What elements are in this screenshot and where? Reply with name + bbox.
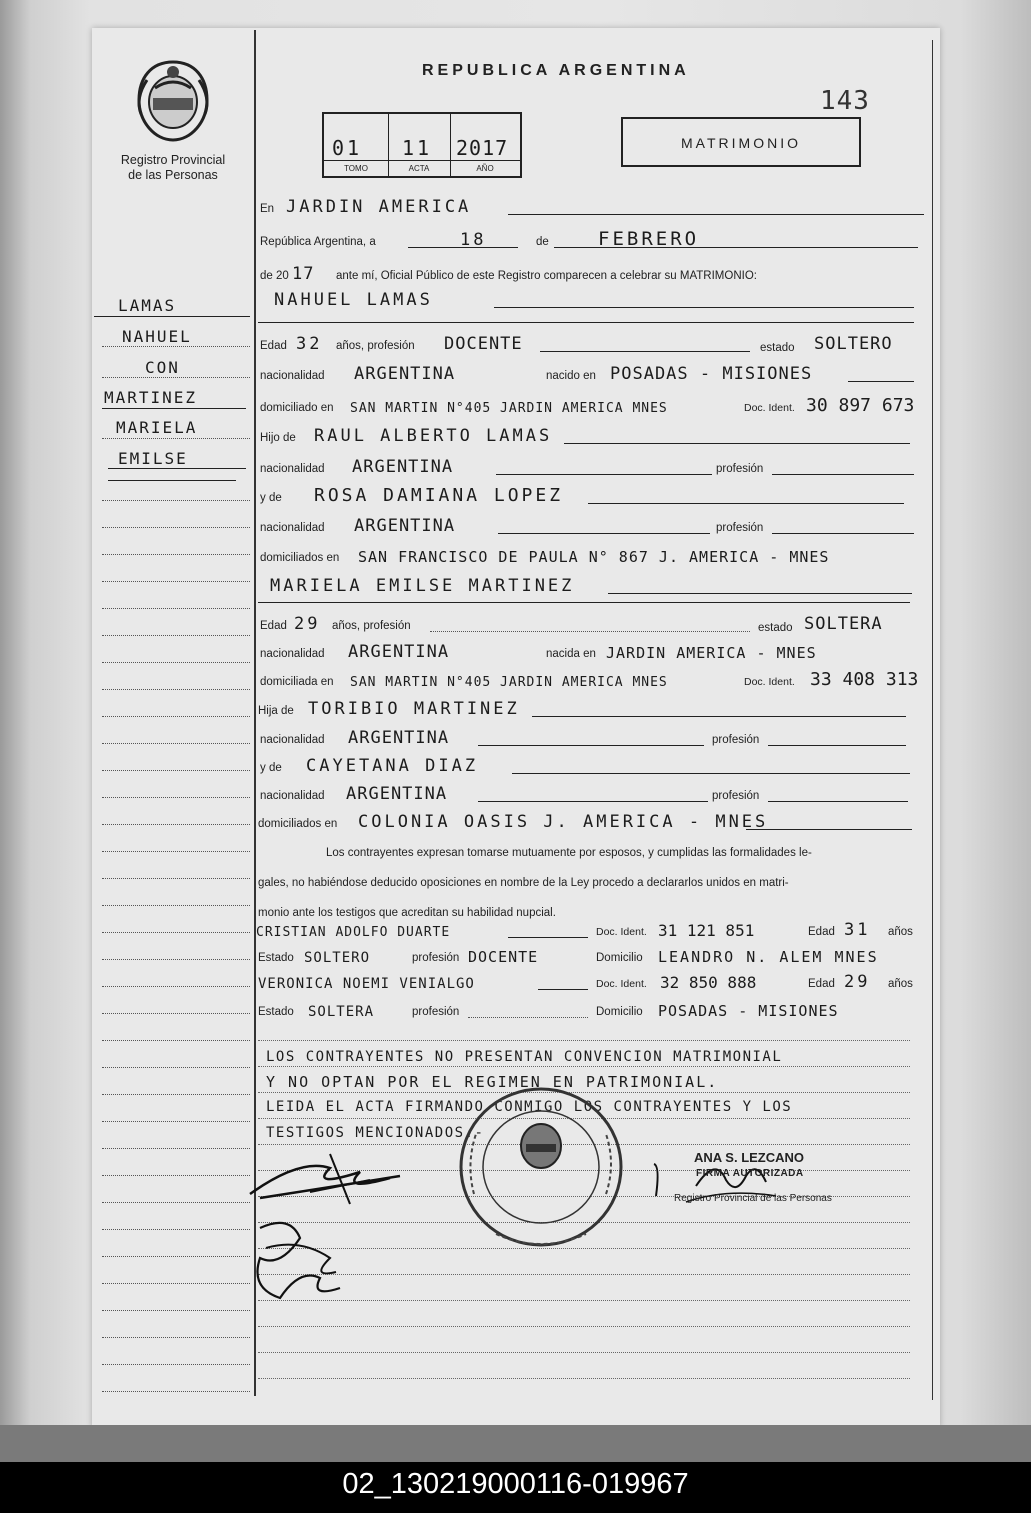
bride-mother: CAYETANA DIAZ — [306, 756, 479, 776]
document-id-footer: 02_130219000116-019967 — [0, 1462, 1031, 1513]
groom-address-row: domiciliado en SAN MARTIN N°405 JARDIN AMERICA MNES Doc. Ident. 30 897 673 — [260, 395, 915, 416]
official-seal-icon — [456, 1084, 626, 1250]
official-stamp — [674, 1150, 854, 1204]
margin-ruled-line — [102, 608, 250, 609]
margin-ruled-line — [102, 770, 250, 771]
margin-ruled-line — [102, 635, 250, 636]
margin-ruled-line — [102, 905, 250, 906]
bride-father-nationality-row: nacionalidad ARGENTINA profesión — [258, 726, 914, 750]
margin-second-name-bride: EMILSE — [118, 449, 188, 468]
notes-ruled-line — [258, 1040, 910, 1041]
witness-1-status: SOLTERO — [304, 950, 371, 966]
registry-name: Registro Provincial de las Personas — [120, 153, 226, 182]
margin-ruled-line — [102, 878, 250, 879]
groom-name-row — [258, 288, 914, 312]
margin-ruled-line — [102, 500, 250, 501]
declaration-text: Los contrayentes expresan tomarse mutuamente por esposos, y cumplidas las formalidades le- gales, no habiéndose deducido oposiciones en nombre de la Ley procedo a declararlos unidos en matri- monio ante los testigos que acreditan su habilidad nupcial. — [258, 847, 812, 919]
bride-age-row: Edad 29 años, profesión estado SOLTERA — [260, 614, 883, 634]
margin-ruled-line — [102, 797, 250, 798]
margin-name-bride: MARIELA — [116, 418, 198, 437]
province-emblem-icon — [133, 58, 213, 144]
bride-address-row: domiciliada en SAN MARTIN N°405 JARDIN AMERICA MNES Doc. Ident. 33 408 313 — [260, 669, 919, 690]
groom-father-nationality: ARGENTINA — [352, 457, 454, 477]
groom-doc: 30 897 673 — [806, 395, 915, 416]
record-type-box — [621, 117, 861, 167]
margin-ruled-line — [102, 1283, 250, 1284]
country-title: REPUBLICA ARGENTINA — [422, 62, 690, 79]
bride-parents-address: COLONIA OASIS J. AMERICA - MNES — [358, 812, 769, 832]
groom-address: SAN MARTIN N°405 JARDIN AMERICA MNES — [350, 401, 668, 416]
witness-1-age: 31 — [844, 920, 871, 940]
margin-ruled-line — [102, 1175, 250, 1176]
bride-age: 29 — [294, 614, 321, 634]
witness-2-details-row: Estado SOLTERA profesión Domicilio POSADAS - MISIONES — [258, 1002, 839, 1020]
margin-ruled-line — [102, 932, 250, 933]
bride-mother-nationality: ARGENTINA — [346, 784, 448, 804]
groom-mother-nationality-row: nacionalidad ARGENTINA profesión — [258, 514, 914, 538]
bride-nationality-row: nacionalidad ARGENTINA nacida en JARDIN AMERICA - MNES — [260, 642, 817, 662]
bride-address: SAN MARTIN N°405 JARDIN AMERICA MNES — [350, 675, 668, 690]
signature-scribbles-icon — [240, 1148, 440, 1318]
acta-value: 11 — [402, 136, 433, 160]
note-line-4: TESTIGOS MENCIONADOS.- — [266, 1125, 485, 1141]
ano-label: AÑO — [476, 164, 494, 173]
margin-ruled-line — [102, 1148, 250, 1149]
record-type: MATRIMONIO — [681, 135, 801, 151]
margin-ruled-line — [102, 1229, 250, 1230]
margin-ruled-line — [102, 662, 250, 663]
margin-ruled-line — [102, 851, 250, 852]
bride-birthplace: JARDIN AMERICA - MNES — [606, 644, 817, 662]
bride-name: MARIELA EMILSE MARTINEZ — [270, 576, 575, 596]
bride-parents-address-row: domiciliados en COLONIA OASIS J. AMERICA - MNES — [258, 810, 914, 834]
notes-ruled-line — [258, 1326, 910, 1327]
groom-father-nationality-row: nacionalidad ARGENTINA profesión — [258, 455, 914, 479]
margin-ruled-line — [102, 554, 250, 555]
official-name: ANA S. LEZCANO — [694, 1150, 805, 1165]
date-row: República Argentina, a 18 de FEBRERO — [258, 228, 914, 252]
margin-surname-bride: MARTINEZ — [104, 388, 198, 407]
official-title: FIRMA AUTORIZADA — [696, 1168, 804, 1179]
year-row: de 20 17 ante mí, Oficial Público de este Registro comparecen a celebrar su MATRIMONIO: — [260, 264, 757, 284]
margin-ruled-line — [102, 689, 250, 690]
notes-ruled-line — [258, 1352, 910, 1353]
witness-1-address: LEANDRO N. ALEM MNES — [658, 948, 879, 966]
witness-2-status: SOLTERA — [308, 1004, 375, 1020]
note-line-2: Y NO OPTAN POR EL REGIMEN EN PATRIMONIAL. — [266, 1073, 719, 1091]
groom-father: RAUL ALBERTO LAMAS — [314, 426, 553, 446]
groom-mother-row: y de ROSA DAMIANA LOPEZ — [258, 484, 914, 508]
margin-ruled-line — [102, 527, 250, 528]
margin-ruled-line — [102, 581, 250, 582]
acta-label: ACTA — [408, 164, 430, 173]
bride-father-nationality: ARGENTINA — [348, 728, 450, 748]
groom-birthplace: POSADAS - MISIONES — [610, 364, 813, 384]
bride-father-row: Hija de TORIBIO MARTINEZ — [258, 697, 914, 721]
witness-2-address: POSADAS - MISIONES — [658, 1002, 839, 1020]
bride-father: TORIBIO MARTINEZ — [308, 699, 520, 719]
witness-2-doc: 32 850 888 — [660, 973, 757, 992]
groom-parents-address-row: domiciliados en SAN FRANCISCO DE PAULA N° 867 J. AMERICA - MNES — [260, 548, 830, 566]
witness-1-row: CRISTIAN ADOLFO DUARTE Doc. Ident. 31 121 851 Edad 31 años — [256, 920, 913, 940]
witness-1-name: CRISTIAN ADOLFO DUARTE — [256, 925, 451, 940]
page-number: 143 — [820, 86, 870, 116]
tomo-value: 01 — [332, 136, 363, 160]
margin-ruled-line — [102, 1094, 250, 1095]
day-value: 18 — [460, 230, 487, 250]
margin-surname-groom: LAMAS — [118, 296, 177, 315]
witness-2-row: VERONICA NOEMI VENIALGO Doc. Ident. 32 850 888 Edad 29 años — [258, 972, 913, 992]
witness-1-doc: 31 121 851 — [658, 921, 755, 940]
margin-ruled-line — [102, 1121, 250, 1122]
note-line-3: LEIDA EL ACTA FIRMANDO CONMIGO LOS CONTRAYENTES Y LOS — [266, 1099, 793, 1115]
groom-parents-address: SAN FRANCISCO DE PAULA N° 867 J. AMERICA - MNES — [358, 548, 830, 566]
margin-ruled-line — [102, 1256, 250, 1257]
margin-ruled-line — [102, 1364, 250, 1365]
margin-ruled-line — [102, 824, 250, 825]
groom-father-row: Hijo de RAUL ALBERTO LAMAS — [258, 424, 914, 448]
margin-ruled-line — [102, 1337, 250, 1338]
groom-name: NAHUEL LAMAS — [274, 290, 433, 310]
margin-ruled-line — [102, 1040, 250, 1041]
bride-doc: 33 408 313 — [810, 669, 919, 690]
witness-1-profession: DOCENTE — [468, 948, 539, 966]
bride-status: SOLTERA — [804, 614, 883, 634]
margin-ruled-line — [102, 743, 250, 744]
scan-bottom-edge — [0, 1425, 1031, 1462]
margin-name-groom: NAHUEL — [122, 327, 192, 346]
witness-2-age: 29 — [844, 972, 871, 992]
tomo-acta-ano-box — [322, 112, 522, 178]
ano-value: 2017 — [456, 136, 509, 160]
month-value: FEBRERO — [598, 228, 700, 250]
groom-age: 32 — [296, 334, 323, 354]
margin-ruled-line — [102, 1013, 250, 1014]
tomo-label: TOMO — [344, 164, 368, 173]
groom-mother: ROSA DAMIANA LOPEZ — [314, 485, 564, 506]
groom-age-row: Edad 32 años, profesión DOCENTE estado SOLTERO — [260, 334, 893, 354]
bride-mother-row: y de CAYETANA DIAZ — [258, 754, 914, 778]
bride-nationality: ARGENTINA — [348, 642, 450, 662]
margin-ruled-line — [102, 1310, 250, 1311]
witness-1-details-row: Estado SOLTERO profesión DOCENTE Domicilio LEANDRO N. ALEM MNES — [258, 948, 879, 966]
margin-ruled-line — [102, 986, 250, 987]
margin-ruled-line — [102, 1391, 250, 1392]
note-line-1: LOS CONTRAYENTES NO PRESENTAN CONVENCION MATRIMONIAL — [266, 1049, 783, 1065]
place-row: En JARDIN AMERICA — [258, 195, 914, 219]
margin-ruled-line — [102, 1202, 250, 1203]
bride-name-row — [258, 574, 914, 598]
margin-con: CON — [145, 358, 180, 377]
margin-ruled-line — [102, 1067, 250, 1068]
year-value: 17 — [292, 264, 315, 284]
groom-status: SOLTERO — [814, 334, 893, 354]
margin-ruled-line — [102, 716, 250, 717]
groom-nationality: ARGENTINA — [354, 364, 456, 384]
place-value: JARDIN AMERICA — [286, 197, 472, 217]
groom-nationality-row: nacionalidad ARGENTINA nacido en POSADAS - MISIONES — [258, 362, 914, 386]
witness-2-name: VERONICA NOEMI VENIALGO — [258, 976, 475, 992]
right-border-line — [932, 40, 933, 1400]
bride-mother-nationality-row: nacionalidad ARGENTINA profesión — [258, 782, 914, 806]
groom-profession: DOCENTE — [444, 334, 523, 354]
groom-mother-nationality: ARGENTINA — [354, 516, 456, 536]
notes-ruled-line — [258, 1378, 910, 1379]
official-office: Registro Provincial de las Personas — [674, 1193, 832, 1204]
margin-ruled-line — [102, 959, 250, 960]
